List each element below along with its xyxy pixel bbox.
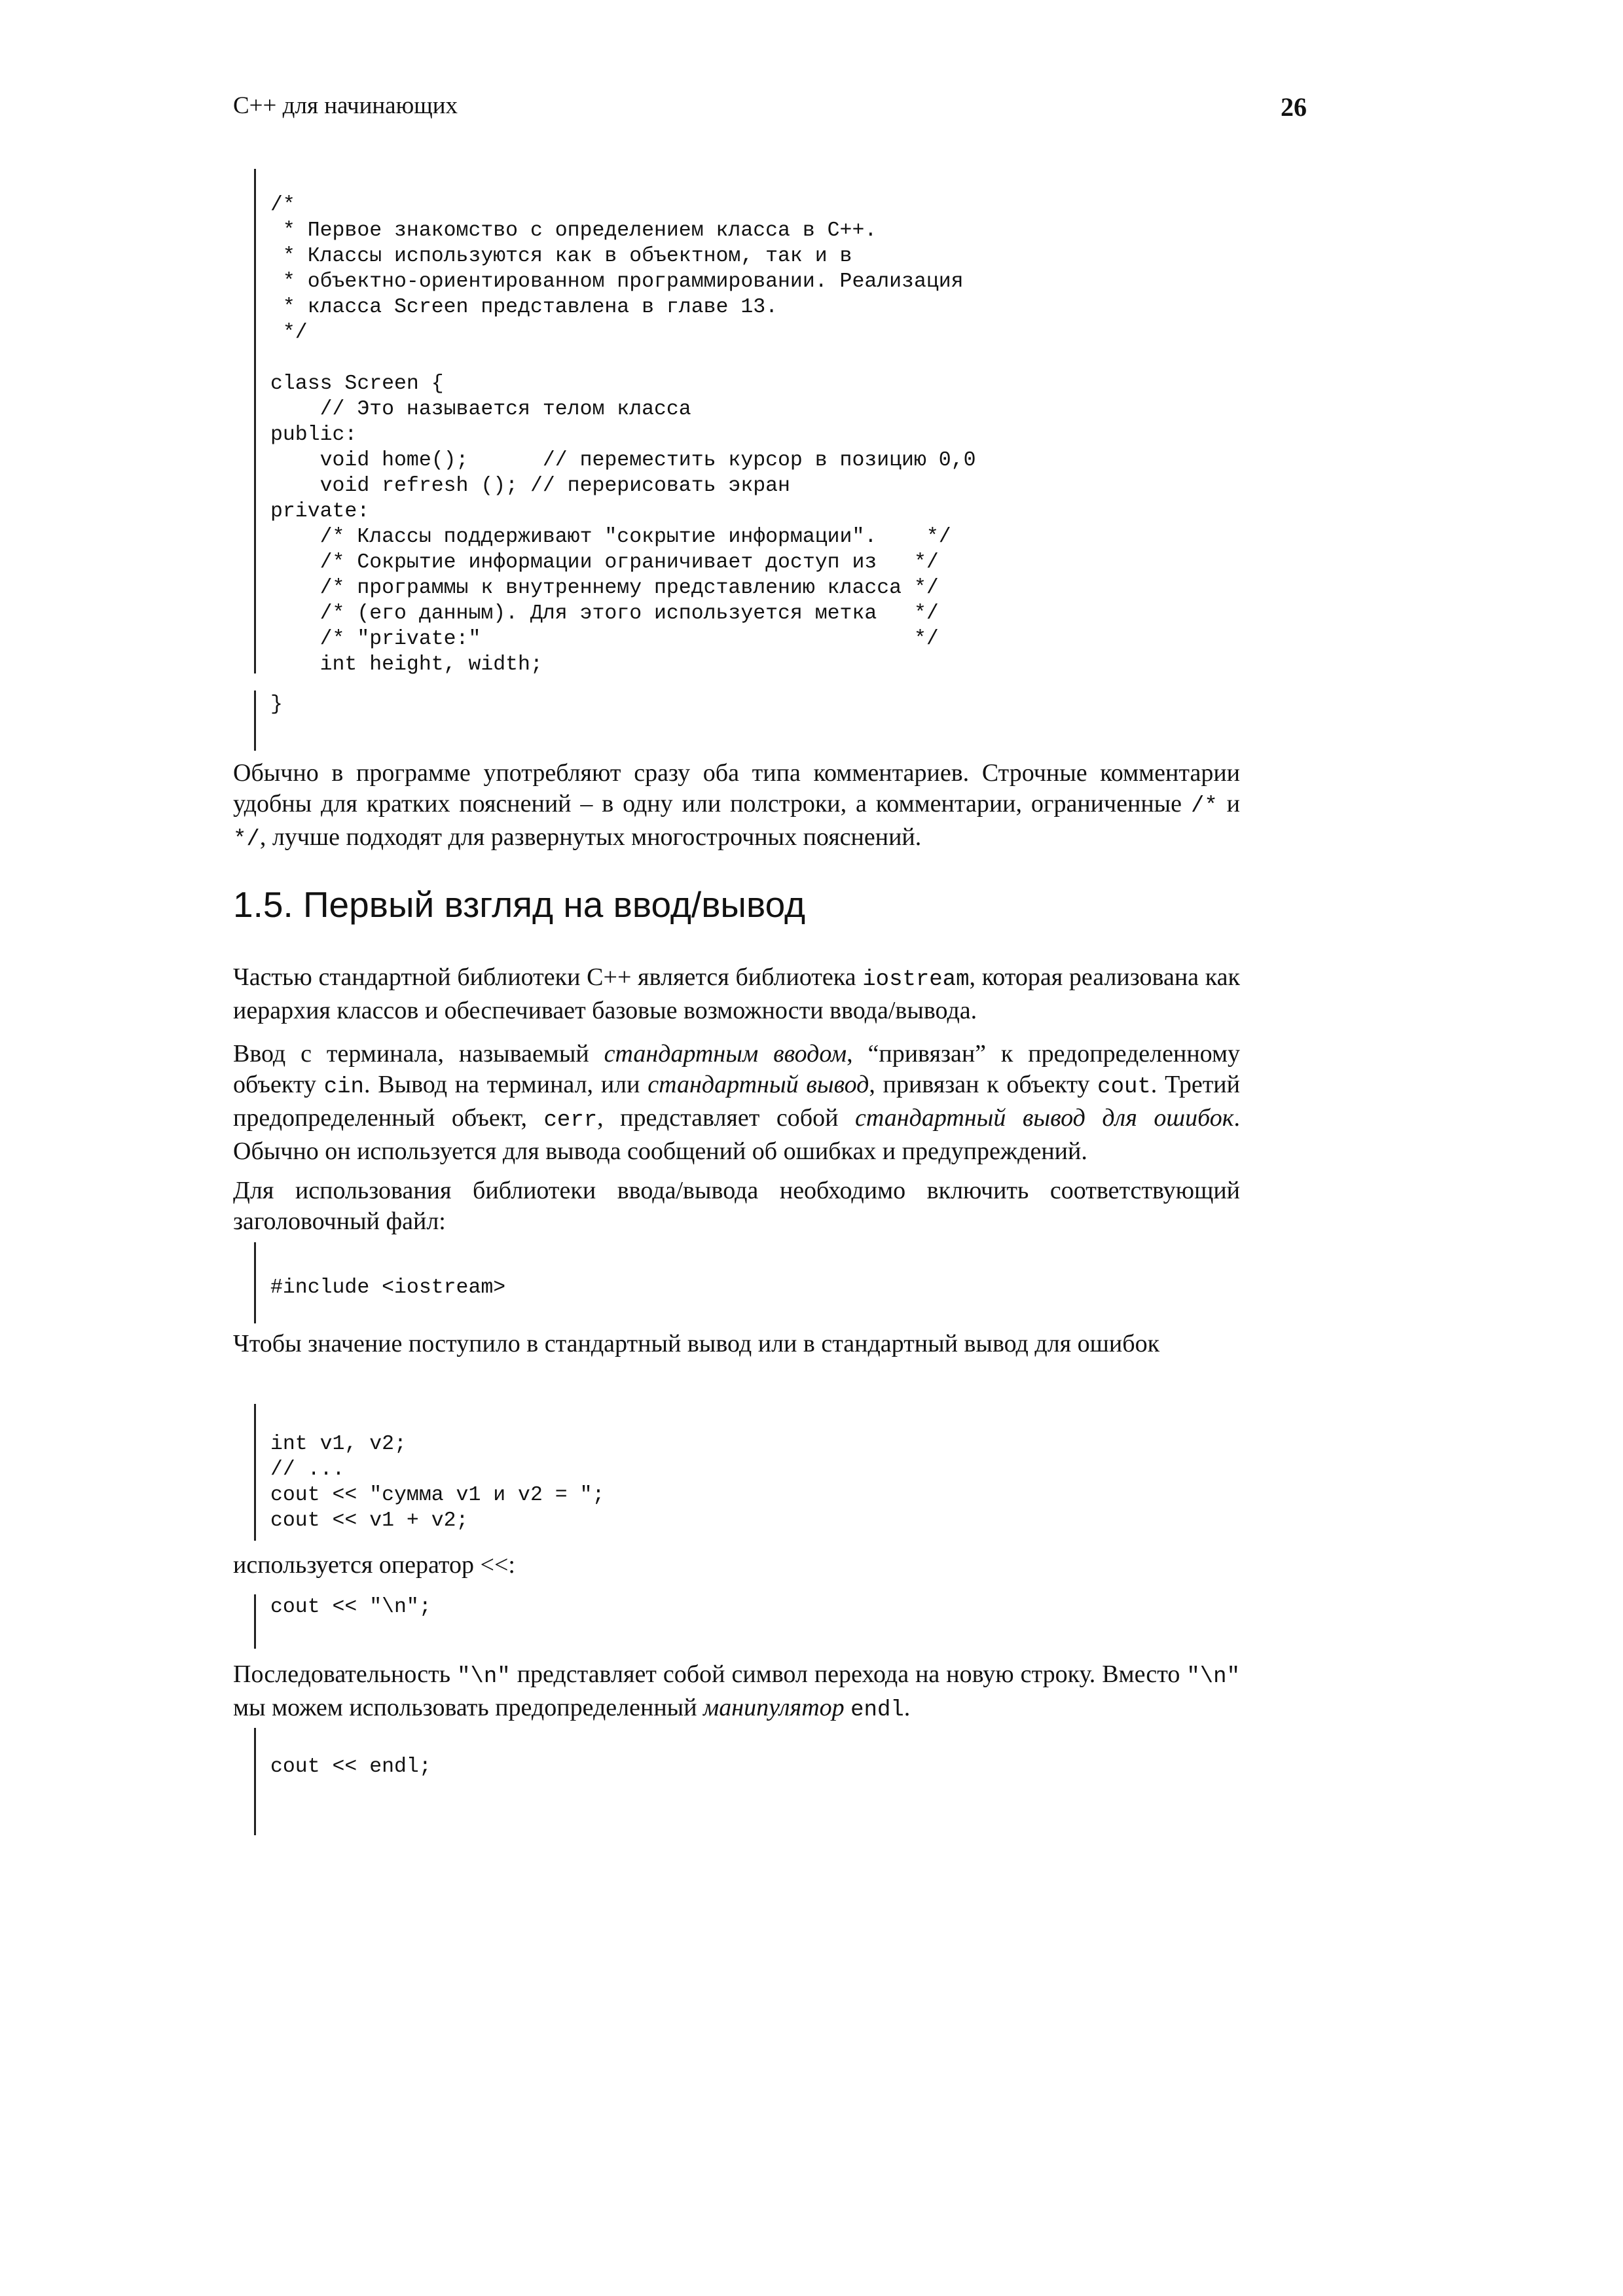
paragraph-comments: Обычно в программе употребляют сразу оба типа комментариев. Строчные комментарии удобны для кратких пояснений – в одну или полстроки, а комментарии, ограниченные /* и */, лучше подходят для развернутых многострочных пояснений. xyxy=(233,759,1240,852)
paragraph-newline: Последовательность "\n" представляет собой символ перехода на новую строку. Вместо "\n" мы можем использовать предопределенный манипулятор endl. xyxy=(233,1660,1240,1723)
code-block-include: #include <iostream> xyxy=(254,1242,505,1323)
code-block-endl: cout << endl; xyxy=(254,1728,431,1835)
section-heading: 1.5. Первый взгляд на ввод/вывод xyxy=(233,884,806,925)
paragraph-include: Для использования библиотеки ввода/вывода необходимо включить соответствующий заголовочный файл: xyxy=(233,1177,1240,1235)
paragraph-iostream: Частью стандартной библиотеки C++ является библиотека iostream, которая реализована как иерархия классов и обеспечивает базовые возможности ввода/вывода. xyxy=(233,963,1240,1024)
paragraph-output: Чтобы значение поступило в стандартный вывод или в стандартный вывод для ошибок xyxy=(233,1330,1160,1357)
running-header xyxy=(233,92,1307,131)
paragraph-standard-streams: Ввод с терминала, называемый стандартным вводом, “привязан” к предопределенному объекту cin. Вывод на терминал, или стандартный вывод, привязан к объекту cout. Третий предопределенный объект, cerr, представляет собой стандартный вывод для ошибок. Обычно он используется для вывода сообщений об ошибках и предупреждений. xyxy=(233,1040,1240,1165)
code-block-sum: int v1, v2; // ... cout << "сумма v1 и v2 = "; cout << v1 + v2; xyxy=(254,1404,604,1541)
code-block-newline: cout << "\n"; xyxy=(254,1594,431,1649)
book-title: C++ для начинающих xyxy=(233,92,458,119)
code-block-class-screen: /* * Первое знакомство с определением класса в C++. * Классы используются как в объектном, так и в * объектно-ориентированном программировании. Реализация * класса Screen представлена в главе 13. */ class Screen { // Это называется телом класса public: void home(); // переместить курсор в позицию 0,0 void refresh (); // перерисовать экран private: /* Классы поддерживают "сокрытие информации". */ /* Сокрытие информации ограничивает доступ из */ /* программы к внутреннему представлению класса */ /* (его данным). Для этого используется метка */ /* "private:" */ int height, width; xyxy=(254,169,976,673)
page-number: 26 xyxy=(1281,92,1307,122)
paragraph-operator: используется оператор <<: xyxy=(233,1551,515,1579)
code-block-closing-brace: } xyxy=(254,691,283,751)
